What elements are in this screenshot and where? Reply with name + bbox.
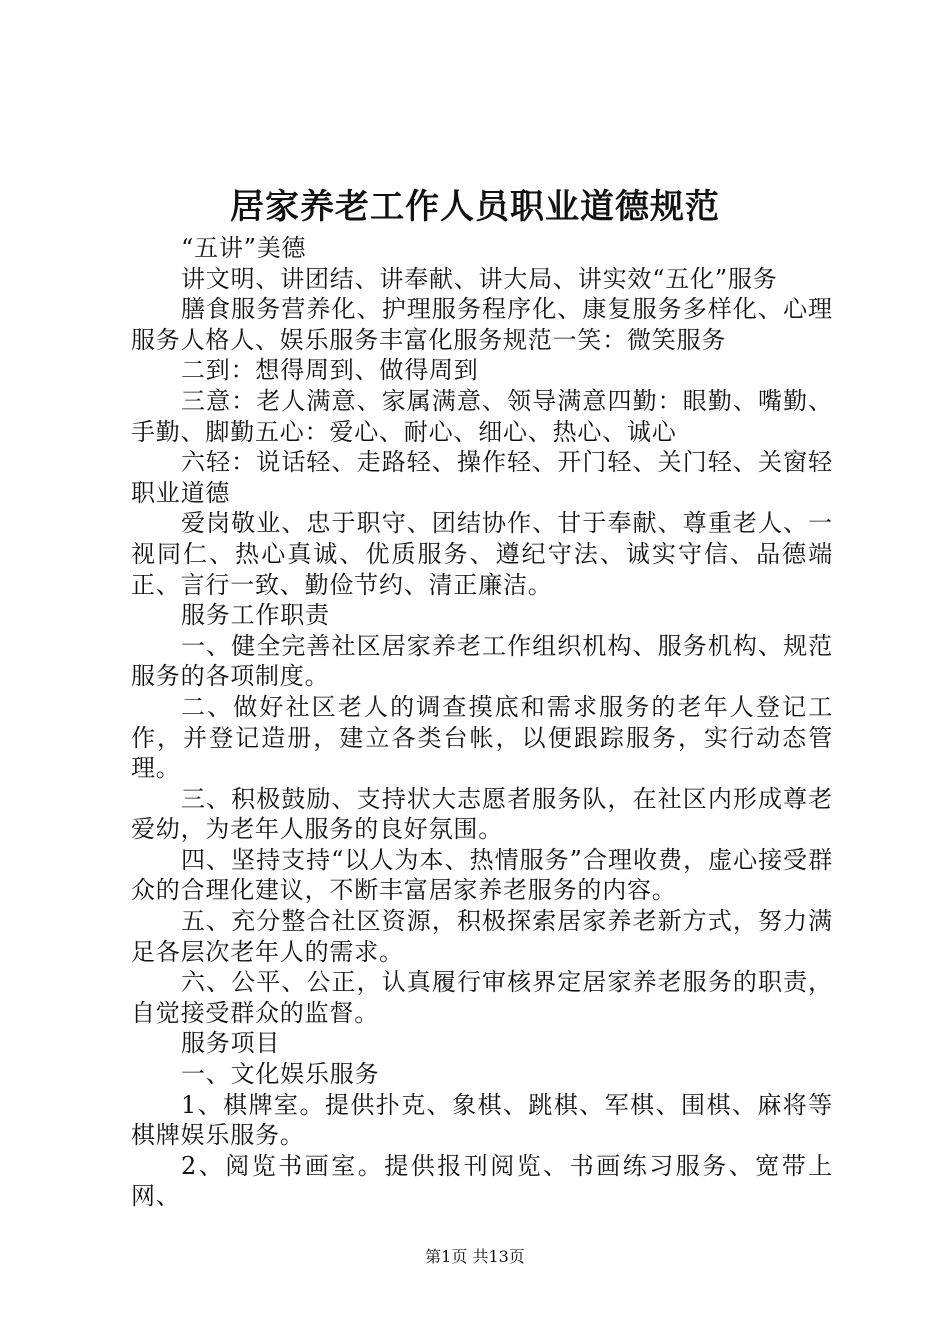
paragraph: 三意：老人满意、家属满意、领导满意四勤：眼勤、嘴勤、手勤、脚勤五心：爱心、耐心、细心、热心、诚心 [131,386,833,446]
paragraph: “五讲”美德 [181,234,307,262]
paragraph: 2、阅览书画室。提供报刊阅览、书画练习服务、宽带上网、 [131,1151,833,1211]
paragraph: 六、公平、公正，认真履行审核界定居家养老服务的职责，自觉接受群众的监督。 [131,968,833,1027]
subsection-heading: 一、文化娱乐服务 [181,1060,380,1089]
paragraph: 六轻：说话轻、走路轻、操作轻、开门轻、关门轻、关窗轻职业道德 [131,448,833,507]
paragraph: 五、充分整合社区资源，积极探索居家养老新方式，努力满足各层次老年人的需求。 [131,907,833,966]
paragraph: 二、做好社区老人的调查摸底和需求服务的老年人登记工作，并登记造册，建立各类台帐，以便跟踪服务，实行动态管理。 [131,692,833,783]
document-title: 居家养老工作人员职业道德规范 [230,187,720,227]
section-heading: 服务项目 [181,1029,281,1058]
page-footer: 第1页 共13页 [425,1247,525,1266]
section-heading: 服务工作职责 [181,601,330,630]
paragraph: 一、健全完善社区居家养老工作组织机构、服务机构、规范服务的各项制度。 [131,631,833,691]
paragraph: 四、坚持支持“以人为本、热情服务”合理收费，虚心接受群众的合理化建议，不断丰富居家养老服务的内容。 [131,845,833,905]
paragraph: 爱岗敬业、忠于职守、团结协作、甘于奉献、尊重老人、一视同仁、热心真诚、优质服务、遵纪守法、诚实守信、品德端正、言行一致、勤俭节约、清正廉洁。 [131,509,833,599]
document-body [131,233,833,1212]
paragraph: 三、积极鼓励、支持状大志愿者服务队，在社区内形成尊老爱幼，为老年人服务的良好氛围。 [131,784,833,844]
paragraph: 1、棋牌室。提供扑克、象棋、跳棋、军棋、围棋、麻将等棋牌娱乐服务。 [131,1090,833,1150]
paragraph: 二到：想得周到、做得周到 [181,356,479,385]
paragraph: 讲文明、讲团结、讲奉献、讲大局、讲实效“五化”服务 [181,264,778,293]
paragraph: 膳食服务营养化、护理服务程序化、康复服务多样化、心理服务人格人、娱乐服务丰富化服务规范一笑：微笑服务 [131,295,833,354]
